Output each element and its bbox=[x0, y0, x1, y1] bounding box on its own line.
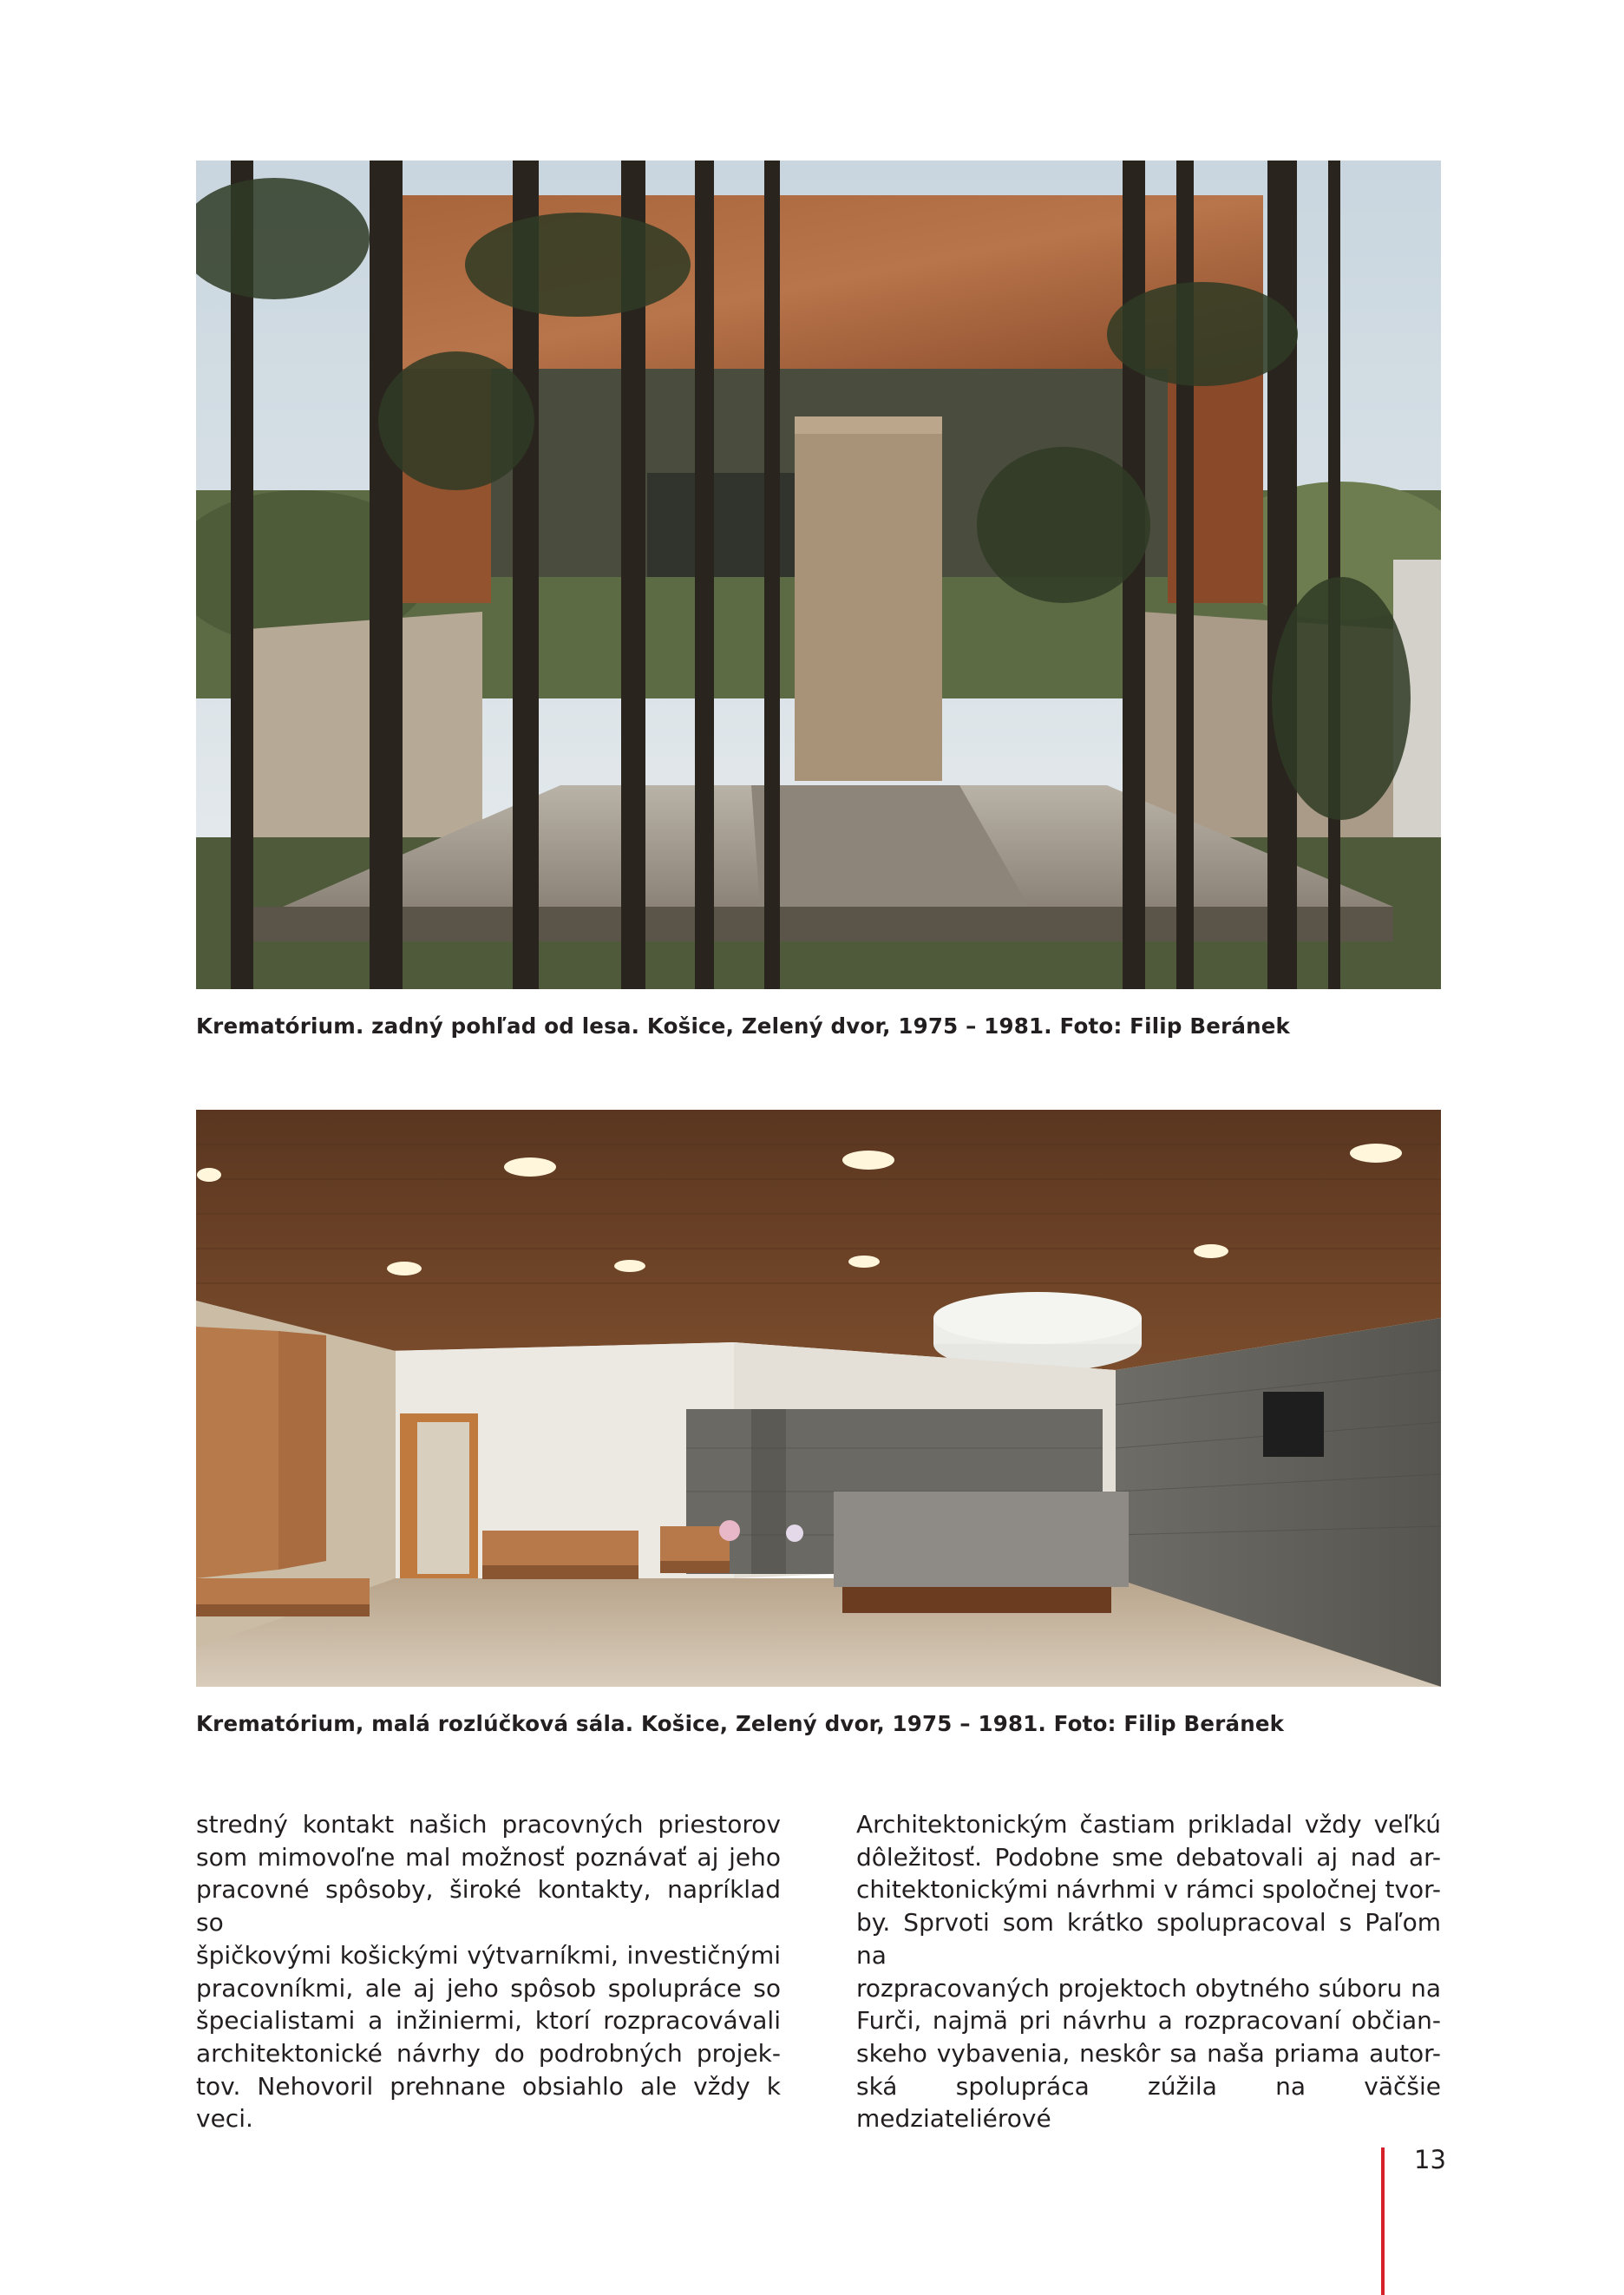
body-line: rozpracovaných projektoch obytného súboru na bbox=[856, 1973, 1441, 2003]
body-line: dôležitosť. Podobne sme debatovali aj nad ar- bbox=[856, 1842, 1441, 1872]
body-text-right-column bbox=[856, 1808, 1441, 2135]
body-line: pracovné spôsoby, široké kontakty, napríklad so bbox=[196, 1875, 781, 1938]
body-line: stredný kontakt našich pracovných priestorov bbox=[196, 1810, 781, 1839]
body-line: pracovníkmi, ale aj jeho spôsob spolupráce so bbox=[196, 1973, 781, 2003]
body-line: chitektonickými návrhmi v rámci spoločnej tvor- bbox=[856, 1875, 1441, 1905]
body-line: som mimovoľne mal možnosť poznávať aj jeho bbox=[196, 1842, 781, 1872]
photo-caption-exterior: Krematórium. zadný pohľad od lesa. Košice, Zelený dvor, 1975 – 1981. Foto: Filip Beránek bbox=[196, 1013, 1291, 1039]
body-line: špecialistami a inžiniermi, ktorí rozpracovávali bbox=[196, 2006, 781, 2036]
body-line: architektonické návrhy do podrobných projek- bbox=[196, 2038, 781, 2068]
body-line: ská spolupráca zúžila na väčšie medziateliérové bbox=[856, 2071, 1441, 2134]
farewell-hall-interior-photo bbox=[196, 1110, 1441, 1687]
body-line: špičkovými košickými výtvarníkmi, investičnými bbox=[196, 1940, 781, 1970]
body-line: tov. Nehovoril prehnane obsiahlo ale vždy k veci. bbox=[196, 2071, 781, 2134]
photo-caption-interior: Krematórium, malá rozlúčková sála. Košice, Zelený dvor, 1975 – 1981. Foto: Filip Beránek bbox=[196, 1711, 1285, 1736]
body-line: Architektonickým častiam prikladal vždy veľkú bbox=[856, 1810, 1441, 1839]
body-line: by. Sprvoti som krátko spolupracoval s Paľom na bbox=[856, 1908, 1441, 1970]
body-line: Furči, najmä pri návrhu a rozpracovaní občian- bbox=[856, 2006, 1441, 2036]
body-text-left-column bbox=[196, 1808, 781, 2135]
page-number-rule bbox=[1381, 2147, 1385, 2295]
page-number: 13 bbox=[1414, 2145, 1446, 2174]
crematorium-exterior-photo bbox=[196, 161, 1441, 989]
body-line: skeho vybavenia, neskôr sa naša priama autor- bbox=[856, 2038, 1441, 2068]
